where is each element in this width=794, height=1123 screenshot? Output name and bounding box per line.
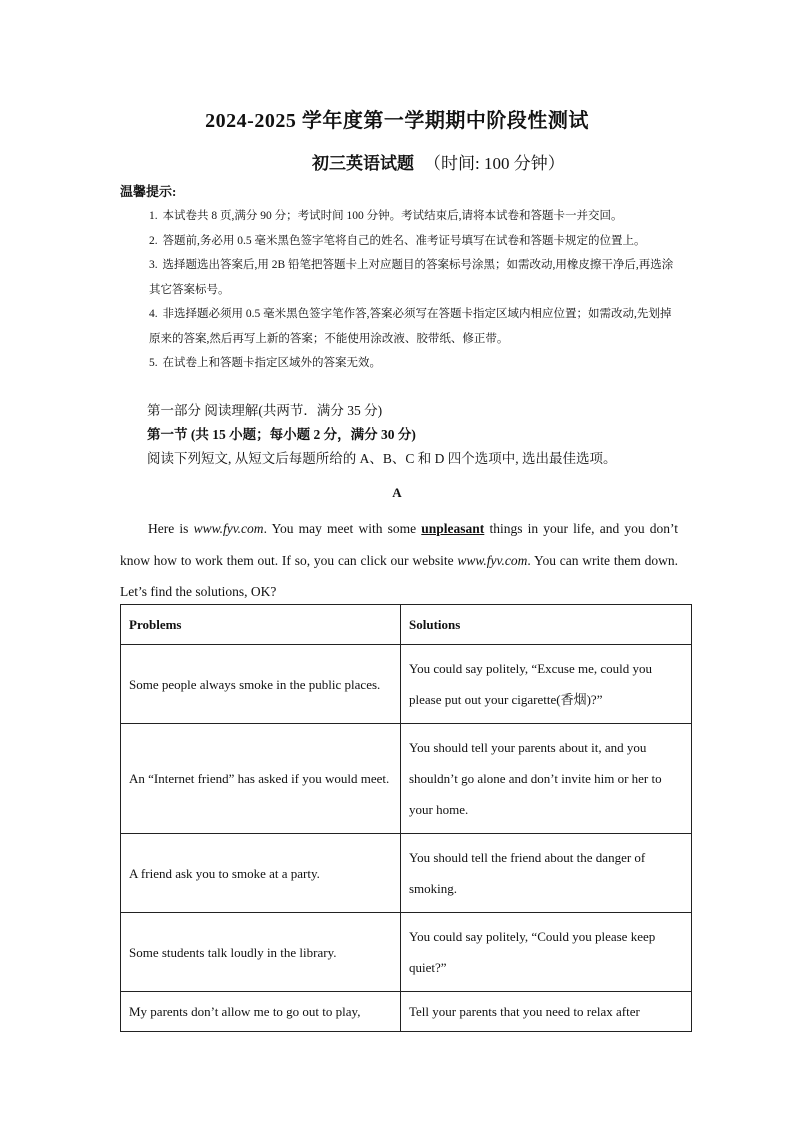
table-row (121, 724, 692, 834)
tip-number: 4. (149, 308, 158, 320)
exam-title: 2024-2025 学年度第一学期期中阶段性测试 (205, 110, 589, 132)
column-header-problems: Problems (121, 605, 401, 645)
problem-cell: My parents don’t allow me to go out to play, (121, 992, 401, 1032)
solution-cell: You could say politely, “Excuse me, could you please put out your cigarette(香烟)?” (401, 645, 692, 724)
problem-cell: Some students talk loudly in the library. (121, 913, 401, 992)
part-title: 第一部分 阅读理解(共两节．满分 35 分) (147, 403, 383, 418)
website-link: www.fyv.com (457, 552, 528, 568)
subject-title: 初三英语试题 (312, 154, 414, 173)
solution-cell: You should tell the friend about the danger of smoking. (401, 834, 692, 913)
tip-item (120, 253, 680, 302)
tips-list (120, 204, 680, 376)
problem-cell: Some people always smoke in the public places. (121, 645, 401, 724)
problems-solutions-table (120, 604, 692, 1032)
passage-fragment: things in your life, and you don’t know how to work them out. If so, you can click our website (120, 521, 679, 568)
tips-heading: 温馨提示: (120, 184, 177, 199)
solution-cell: You could say politely, “Could you please keep quiet?” (401, 913, 692, 992)
table-row (121, 645, 692, 724)
tip-item (120, 302, 680, 351)
tip-number: 2. (149, 234, 158, 247)
problem-cell: A friend ask you to smoke at a party. (121, 834, 401, 913)
passage-fragment: . You can write them down. Let’s find the solutions, OK? (120, 552, 678, 599)
table-header-row (121, 605, 692, 645)
section-title: 第一节 (共 15 小题；每小题 2 分，满分 30 分) (147, 427, 416, 442)
section-instruction: 阅读下列短文, 从短文后每题所给的 A、B、C 和 D 四个选项中, 选出最佳选项。 (147, 451, 617, 466)
solution-cell: You should tell your parents about it, and you shouldn’t go alone and don’t invite him or her to your home. (401, 724, 692, 834)
passage-text (120, 513, 678, 608)
keyword-unpleasant: unpleasant (421, 521, 485, 536)
passage-fragment: . You may meet with some (263, 521, 422, 536)
exam-time: （时间: 100 分钟） (424, 154, 565, 173)
column-header-solutions: Solutions (401, 605, 692, 645)
tip-text: 答题前,务必用 0.5 毫米黑色签字笔将自己的姓名、准考证号填写在试卷和答题卡规定的位置上。 (162, 234, 646, 247)
tip-text: 选择题选出答案后,用 2B 铅笔把答题卡上对应题目的答案标号涂黑；如需改动,用橡皮擦干净后,再选涂其它答案标号。 (149, 259, 674, 296)
tip-item (120, 204, 680, 229)
tip-text: 本试卷共 8 页,满分 90 分；考试时间 100 分钟。考试结束后,请将本试卷和答题卡一并交回。 (162, 210, 623, 222)
table-row (121, 992, 692, 1032)
tip-item (120, 229, 680, 254)
problem-cell: An “Internet friend” has asked if you would meet. (121, 724, 401, 834)
tip-number: 1. (149, 210, 158, 222)
tip-text: 非选择题必须用 0.5 毫米黑色签字笔作答,答案必须写在答题卡指定区域内相应位置；如需改动,先划掉原来的答案,然后再写上新的答案；不能使用涂改液、胶带纸、修正带。 (149, 308, 672, 345)
table-row (121, 834, 692, 913)
passage-letter: A (392, 485, 402, 500)
table-row (121, 913, 692, 992)
solution-cell: Tell your parents that you need to relax after (401, 992, 692, 1032)
passage-fragment: Here is (148, 521, 194, 536)
tip-text: 在试卷上和答题卡指定区域外的答案无效。 (162, 357, 381, 369)
tip-number: 3. (149, 259, 158, 271)
exam-subtitle (312, 149, 565, 174)
website-link: www.fyv.com (193, 521, 264, 536)
tip-item (120, 351, 680, 376)
tip-number: 5. (149, 357, 158, 369)
